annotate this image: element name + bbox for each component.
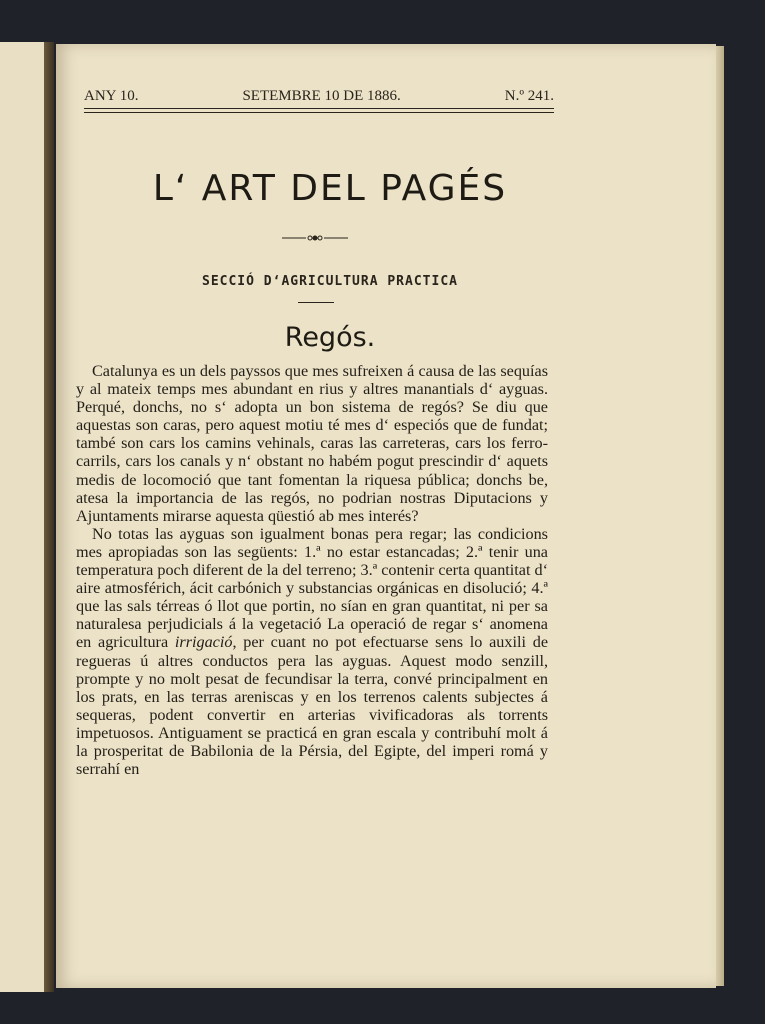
- paragraph-1: Catalunya es un dels payssos que mes sufreixen á causa de las sequías y al mateix temps mes abundant en rius y altres manantials d‘ ayguas. Perqué, donchs, no s‘ adopta un bon sistema de regós? Se diu que aquestas son caras, pero aquest motiu té mes d‘ especiós que de fundat; també son cars los camins vehinals, caras las carreteras, cars los ferro-carrils, cars los canals y n‘ obstant no habém pogut prescindir d‘ aquets medis de locomoció que tant fomentan la riquesa pública; donchs be, atesa la importancia de las regós, no podrian nostras Diputacions y Ajuntaments mirarse aquesta qüestió ab mes interés?: [76, 362, 548, 525]
- article-title: Regós.: [284, 322, 376, 353]
- section-rule: [298, 302, 334, 303]
- masthead-title: L‘ ART DEL PAGÉS: [152, 168, 508, 209]
- paragraph-2: [76, 525, 548, 778]
- issue-date: SETEMBRE 10 DE 1886.: [242, 88, 401, 104]
- issue-year: ANY 10.: [84, 88, 139, 104]
- header-double-rule: [84, 108, 554, 113]
- article-body: [76, 362, 548, 778]
- section-heading: SECCIÓ D‘AGRICULTURA PRACTICA: [202, 274, 458, 289]
- page-fore-edge: [716, 46, 724, 986]
- paragraph-2-start: No totas las ayguas son igualment bonas pera regar; las condicions mes apropiadas son las següents: 1.ª no estar estancadas; 2.ª tenir una temperatura poch diferent de la del terreno; 3.ª contenir certa quantitat d‘ aire atmosférich, ácit carbónich y substancias orgánicas en disolució; 4.ª que las sals térreas ó llot que portin, no sían en gran quantitat, ni per sa naturalesa perjudicials á la vegetació La operació de regar s‘ anomena en agricultura: [76, 524, 548, 652]
- running-header: [84, 88, 554, 105]
- emphasis-term: irrigació: [174, 633, 233, 652]
- issue-number: N.º 241.: [504, 88, 554, 104]
- paragraph-2-end: , per cuant no pot efectuarse sens lo auxili de regueras ú altres conductos pera las ayguas. Aquest modo senzill, prompte y no molt pesat de fecundisar la terra, convé principalment en los prats, en las terras areniscas y en los terrenos calents subjectes á sequeras, podent convertir en arterias vivificadoras als torrents impetuosos. Antiguament se practicá en gran escala y contribuhí molt á la prosperitat de Babilonia de la Pérsia, del Egipte, del imperi romá y serrahí en: [76, 633, 549, 779]
- ornament-divider-icon: [282, 235, 348, 241]
